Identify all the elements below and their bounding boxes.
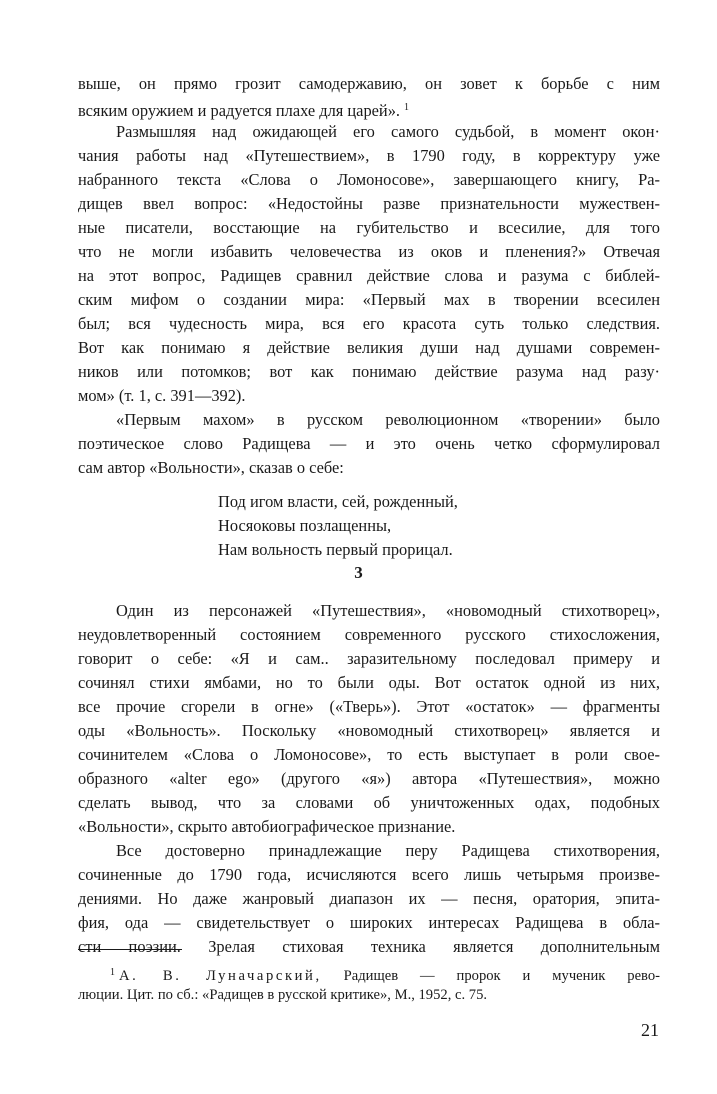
text-line: образного «alter ego» (другого «я») автора «Путешествия», можно — [78, 769, 660, 788]
text-line: сам автор «Вольности», сказав о себе: — [78, 458, 344, 477]
text-line-content: всяким оружием и радуется плахе для царей». — [78, 101, 400, 120]
footnote-reference: 1 — [404, 102, 409, 113]
section-number: 3 — [354, 563, 363, 582]
footnote-text: Радищев — пророк и мученик рево- — [343, 968, 661, 984]
text-line: Все достоверно принадлежащие перу Радищева стихотворения, — [116, 841, 660, 860]
text-line: «Первым махом» в русском революционном «творении» было — [116, 410, 660, 429]
page-number: 21 — [641, 1020, 659, 1040]
text-line: сделать вывод, что за словами об уничтоженных одах, подобных — [78, 793, 660, 812]
text-line: Один из персонажей «Путешествия», «новомодный стихотворец», — [116, 601, 660, 620]
text-line: сти поэзии. Зрелая стиховая техника является дополнительным — [78, 937, 660, 956]
text-line: был; вся чудесность мира, вся его красота суть только следствия. — [78, 314, 660, 333]
text-line: сочинял стихи ямбами, но то были оды. Вот остаток одной из них, — [78, 673, 660, 692]
text-line: говорит о себе: «Я и сам.. заразительному последовал примеру и — [78, 649, 660, 668]
footnote-marker: 1 — [110, 967, 115, 978]
text-line: чания работы над «Путешествием», в 1790 году, в корректуру уже — [78, 146, 660, 165]
text-line: дищев ввел вопрос: «Недостойны разве признательности мужествен- — [78, 194, 660, 213]
verse-line: Носяоковы позлащенны, — [218, 516, 392, 535]
verse-line: Под игом власти, сей, рожденный, — [218, 492, 458, 511]
text-line: оды «Вольность». Поскольку «новомодный стихотворец» является и — [78, 721, 660, 740]
text-line: что не могли избавить человечества из оков и пленения?» Отвечая — [78, 242, 660, 261]
text-line: выше, он прямо грозит самодержавию, он зовет к борьбе с ним — [78, 74, 660, 93]
footnote-divider — [78, 949, 182, 950]
text-line: на этот вопрос, Радищев сравнил действие слова и разума с библей- — [78, 266, 660, 285]
text-line: Размышляя над ожидающей его самого судьбой, в момент окон· — [116, 122, 660, 141]
text-line: неудовлетворенный состоянием современного русского стихосложения, — [78, 625, 660, 644]
text-line: ные писатели, восстающие на губительство и всесилие, для того — [78, 218, 660, 237]
text-line: «Вольности», скрыто автобиографическое признание. — [78, 817, 456, 836]
text-line: набранного текста «Слова о Ломоносове», завершающего книгу, Ра- — [78, 170, 660, 189]
text-line: Вот как понимаю я действие великия души над душами современ- — [78, 338, 660, 357]
verse-line: Нам вольность первый прорицал. — [218, 540, 453, 559]
text-line: ников или потомков; вот как понимаю действие разума над разу· — [78, 362, 660, 381]
text-line: сочиненные до 1790 года, исчисляются всего лишь четырьмя произве- — [78, 865, 660, 884]
text-line — [78, 96, 660, 123]
text-line: все прочие сгорели в огне» («Тверь»). Этот «остаток» — фрагменты — [78, 697, 660, 716]
footnote-author: А. В. Луначарский, — [119, 968, 322, 984]
text-line: ским мифом о создании мира: «Первый мах в творении всесилен — [78, 290, 660, 309]
text-line: дениями. Но даже жанровый диапазон их — песня, оратория, эпита- — [78, 889, 660, 908]
text-line: фия, ода — свидетельствует о широких интересах Радищева в обла- — [78, 913, 660, 932]
footnote-line: люции. Цит. по сб.: «Радищев в русской критике», М., 1952, с. 75. — [78, 987, 488, 1003]
text-line: поэтическое слово Радищева — и это очень четко сформулировал — [78, 434, 660, 453]
text-line: мом» (т. 1, с. 391—392). — [78, 386, 246, 405]
text-line: сочинителем «Слова о Ломоносове», то есть выступает в роли свое- — [78, 745, 660, 764]
